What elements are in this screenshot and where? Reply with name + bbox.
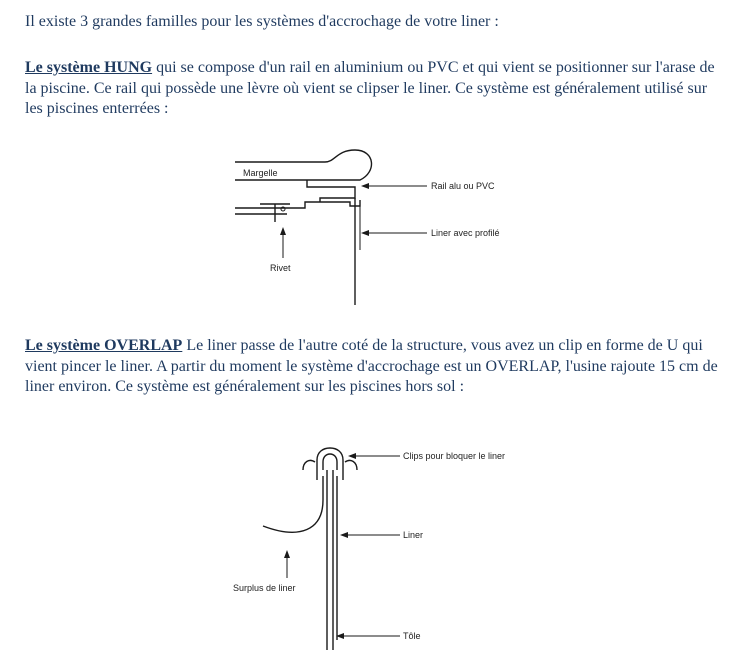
- overlap-description: Le liner passe de l'autre coté de la structure, vous avez un clip en forme de U qui vient pincer le liner. A partir du moment le système d'accrochage est un OVERLAP, l'usine rajoute 15 cm de liner environ. Ce système est généralement sur les piscines hors sol :: [25, 337, 718, 395]
- margelle-label: Margelle: [243, 168, 278, 178]
- rivet-arrowhead: [280, 227, 286, 235]
- rail-shape: [307, 180, 355, 202]
- surplus-arrowhead: [284, 550, 290, 558]
- tole-label: Tôle: [403, 631, 421, 641]
- hung-description: qui se compose d'un rail en aluminium ou PVC et qui vient se positionner sur l'arase de la piscine. Ce rail qui possède une lèvre où vient se clipser le liner. Ce système est généralement utilisé sur les piscines enterrées :: [25, 59, 715, 117]
- intro-text: Il existe 3 grandes familles pour les systèmes d'accrochage de votre liner :: [25, 13, 499, 30]
- clips-arrowhead: [348, 453, 356, 459]
- liner-arrowhead: [340, 532, 348, 538]
- clip-left-lip: [303, 460, 315, 470]
- rail-base-shape: [235, 200, 360, 208]
- hung-diagram: [215, 140, 525, 315]
- liner-arrowhead: [361, 230, 369, 236]
- overlap-title: Le système OVERLAP: [25, 337, 183, 354]
- clip-outer-shape: [317, 448, 343, 480]
- clip-inner-shape: [323, 454, 337, 470]
- overlap-diagram: [215, 440, 525, 665]
- overlap-paragraph: [25, 336, 725, 398]
- rivet-label: Rivet: [270, 263, 291, 273]
- clips-label: Clips pour bloquer le liner: [403, 451, 506, 461]
- surplus-shape: [263, 476, 323, 532]
- liner-profile-label: Liner avec profilé: [431, 228, 500, 238]
- hung-diagram-drawing: [215, 140, 525, 310]
- overlap-diagram-drawing: [215, 440, 525, 660]
- rail-arrowhead: [361, 183, 369, 189]
- hung-title: Le système HUNG: [25, 59, 153, 76]
- clip-right-lip: [345, 460, 357, 470]
- rail-label: Rail alu ou PVC: [431, 181, 495, 191]
- tole-shape: [327, 470, 333, 650]
- hung-paragraph: [25, 58, 725, 120]
- liner-label: Liner: [403, 530, 424, 540]
- surplus-label: Surplus de liner: [233, 583, 296, 593]
- rivet-shape: [260, 204, 290, 222]
